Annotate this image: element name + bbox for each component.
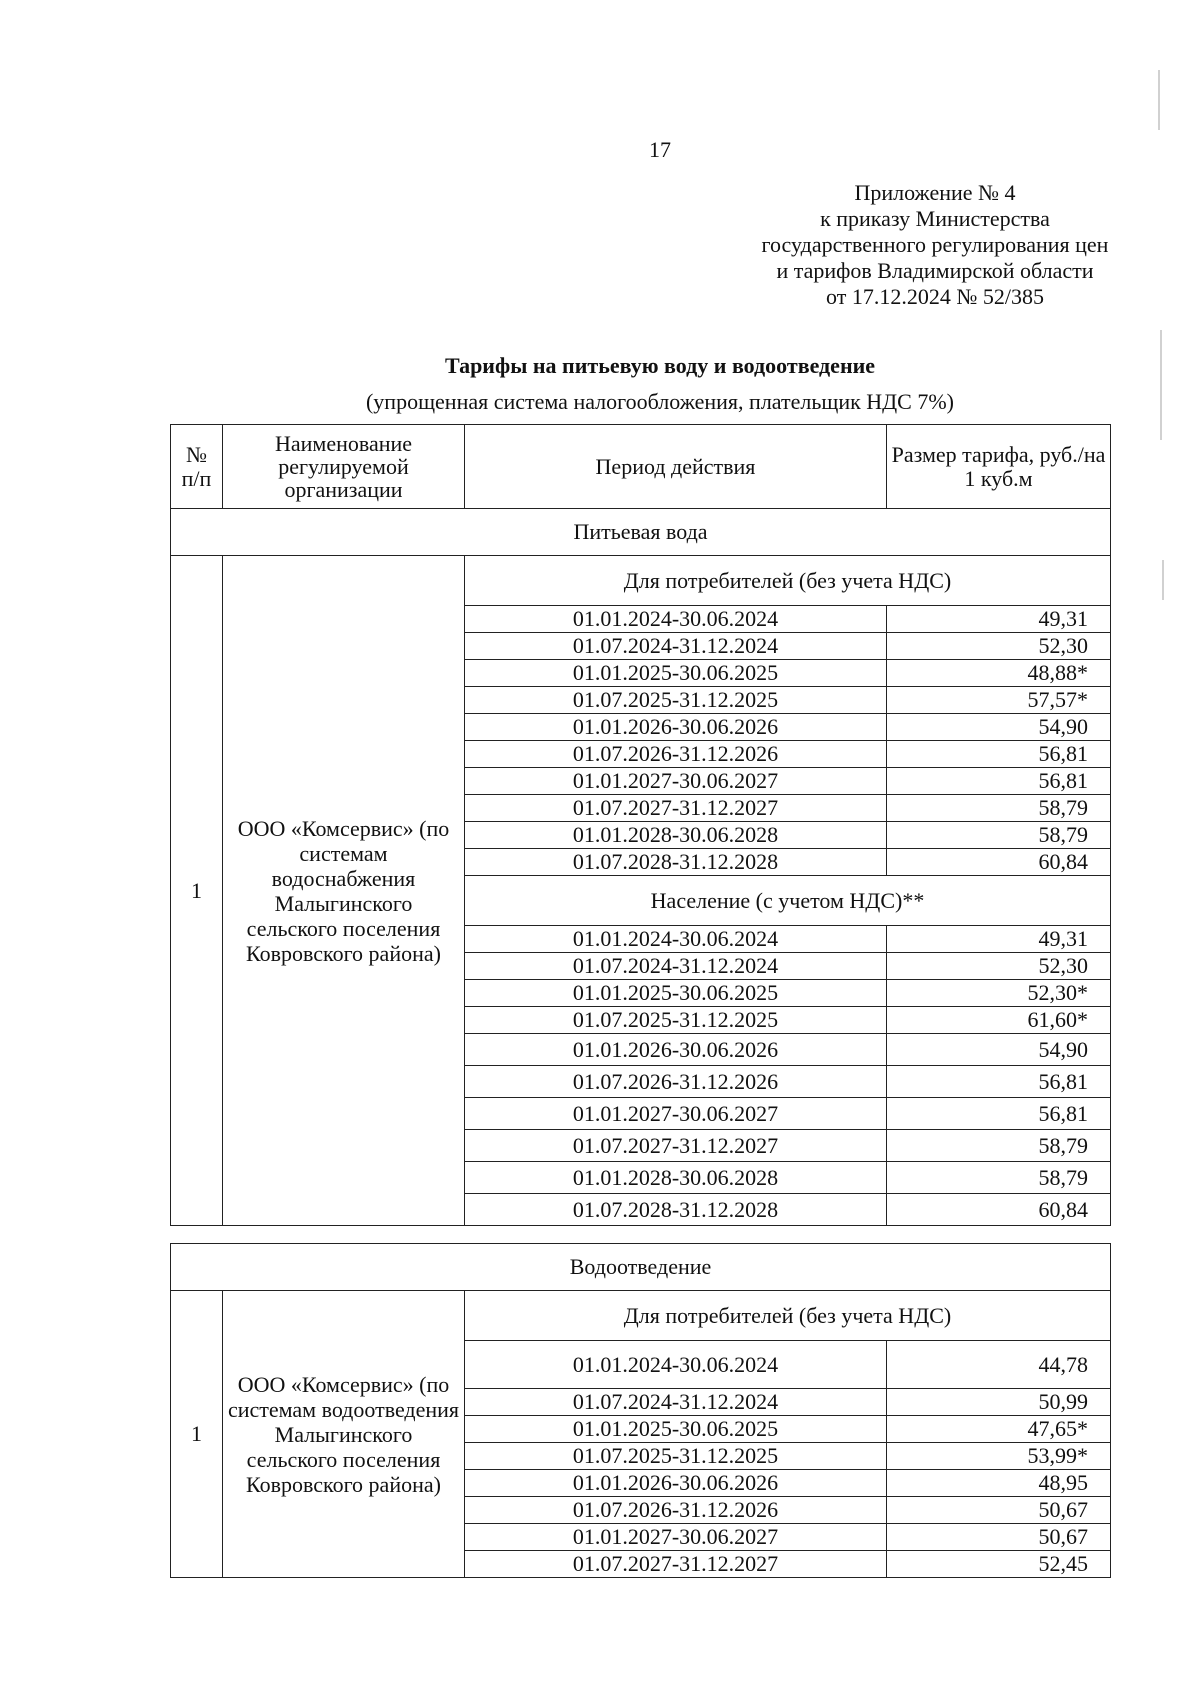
period-cell: 01.07.2026-31.12.2026	[465, 1497, 887, 1524]
scan-artifact	[1160, 330, 1162, 440]
period-cell: 01.07.2028-31.12.2028	[465, 1194, 887, 1226]
tariff-value-cell: 52,30*	[887, 980, 1111, 1007]
tariff-value-cell: 50,67	[887, 1524, 1111, 1551]
document-title: Тарифы на питьевую воду и водоотведение	[444, 353, 876, 378]
period-cell: 01.07.2025-31.12.2025	[465, 687, 887, 714]
row-number: 1	[171, 556, 223, 1226]
period-cell: 01.01.2026-30.06.2026	[465, 714, 887, 741]
appendix-block	[740, 180, 1130, 310]
tariff-value-cell: 58,79	[887, 1130, 1111, 1162]
group-title-row	[171, 556, 1111, 606]
appendix-line: от 17.12.2024 № 52/385	[826, 284, 1044, 309]
row-number: 1	[171, 1291, 223, 1578]
header-period: Период действия	[465, 425, 887, 509]
scan-artifact	[1162, 560, 1164, 600]
period-cell: 01.07.2027-31.12.2027	[465, 1130, 887, 1162]
period-cell: 01.07.2026-31.12.2026	[465, 1066, 887, 1098]
table-header-row	[171, 425, 1111, 509]
period-cell: 01.07.2028-31.12.2028	[465, 849, 887, 876]
tariff-value-cell: 56,81	[887, 741, 1111, 768]
tariff-value-cell: 47,65*	[887, 1416, 1111, 1443]
tariff-value-cell: 50,99	[887, 1389, 1111, 1416]
tariff-value-cell: 49,31	[887, 926, 1111, 953]
tariff-value-cell: 56,81	[887, 1098, 1111, 1130]
period-cell: 01.01.2027-30.06.2027	[465, 1098, 887, 1130]
appendix-line: государственного регулирования цен	[761, 232, 1109, 257]
tariff-value-cell: 50,67	[887, 1497, 1111, 1524]
period-cell: 01.01.2024-30.06.2024	[465, 606, 887, 633]
period-cell: 01.01.2024-30.06.2024	[465, 1341, 887, 1389]
tariff-value-cell: 58,79	[887, 822, 1111, 849]
tariff-value-cell: 57,57*	[887, 687, 1111, 714]
period-cell: 01.07.2024-31.12.2024	[465, 1389, 887, 1416]
group-title: Для потребителей (без учета НДС)	[465, 1291, 1111, 1341]
header-num: № п/п	[171, 425, 223, 509]
period-cell: 01.01.2027-30.06.2027	[465, 768, 887, 795]
document-subtitle: (упрощенная система налогообложения, плательщик НДС 7%)	[365, 389, 955, 414]
group-title: Население (с учетом НДС)**	[465, 876, 1111, 926]
period-cell: 01.01.2025-30.06.2025	[465, 980, 887, 1007]
period-cell: 01.01.2027-30.06.2027	[465, 1524, 887, 1551]
tariff-value-cell: 52,45	[887, 1551, 1111, 1578]
period-cell: 01.07.2027-31.12.2027	[465, 1551, 887, 1578]
appendix-line: и тарифов Владимирской области	[776, 258, 1094, 283]
page-number: 17	[649, 137, 671, 162]
period-cell: 01.01.2028-30.06.2028	[465, 822, 887, 849]
period-cell: 01.07.2027-31.12.2027	[465, 795, 887, 822]
sewage-table-body	[171, 1244, 1111, 1578]
tariff-value-cell: 54,90	[887, 1034, 1111, 1066]
scan-artifact	[1158, 70, 1160, 130]
appendix-line: Приложение № 4	[854, 180, 1016, 205]
tariff-value-cell: 48,88*	[887, 660, 1111, 687]
period-cell: 01.07.2024-31.12.2024	[465, 633, 887, 660]
header-organization: Наименование регулируемой организации	[223, 425, 465, 509]
tariff-value-cell: 58,79	[887, 795, 1111, 822]
tariff-value-cell: 61,60*	[887, 1007, 1111, 1034]
group-title-row	[171, 1291, 1111, 1341]
tariff-value-cell: 53,99*	[887, 1443, 1111, 1470]
tariff-value-cell: 56,81	[887, 768, 1111, 795]
section-title-sewage: Водоотведение	[171, 1244, 1111, 1291]
sewage-tariff-table	[170, 1243, 1111, 1578]
section-title-water: Питьевая вода	[171, 509, 1111, 556]
period-cell: 01.07.2024-31.12.2024	[465, 953, 887, 980]
group-title: Для потребителей (без учета НДС)	[465, 556, 1111, 606]
tariff-value-cell: 44,78	[887, 1341, 1111, 1389]
tariff-value-cell: 58,79	[887, 1162, 1111, 1194]
period-cell: 01.01.2028-30.06.2028	[465, 1162, 887, 1194]
period-cell: 01.01.2025-30.06.2025	[465, 660, 887, 687]
tariff-value-cell: 60,84	[887, 849, 1111, 876]
period-cell: 01.07.2025-31.12.2025	[465, 1443, 887, 1470]
tariff-value-cell: 60,84	[887, 1194, 1111, 1226]
tariff-value-cell: 52,30	[887, 953, 1111, 980]
organization-name: ООО «Комсервис» (по системам водоснабжения Малыгинского сельского поселения Ковровского района)	[223, 556, 465, 1226]
tariff-value-cell: 49,31	[887, 606, 1111, 633]
tariff-value-cell: 52,30	[887, 633, 1111, 660]
tariff-value-cell: 48,95	[887, 1470, 1111, 1497]
period-cell: 01.01.2025-30.06.2025	[465, 1416, 887, 1443]
organization-name: ООО «Комсервис» (по системам водоотведения Малыгинского сельского поселения Ковровского района)	[223, 1291, 465, 1578]
period-cell: 01.07.2026-31.12.2026	[465, 741, 887, 768]
tariff-value-cell: 54,90	[887, 714, 1111, 741]
period-cell: 01.01.2026-30.06.2026	[465, 1034, 887, 1066]
appendix-line: к приказу Министерства	[820, 206, 1050, 231]
section-row-sewage	[171, 1244, 1111, 1291]
tariff-value-cell: 56,81	[887, 1066, 1111, 1098]
section-row-water	[171, 509, 1111, 556]
period-cell: 01.07.2025-31.12.2025	[465, 1007, 887, 1034]
period-cell: 01.01.2026-30.06.2026	[465, 1470, 887, 1497]
period-cell: 01.01.2024-30.06.2024	[465, 926, 887, 953]
water-tariff-table	[170, 424, 1111, 1226]
header-rate: Размер тарифа, руб./на 1 куб.м	[887, 425, 1111, 509]
water-table-body	[171, 425, 1111, 1226]
